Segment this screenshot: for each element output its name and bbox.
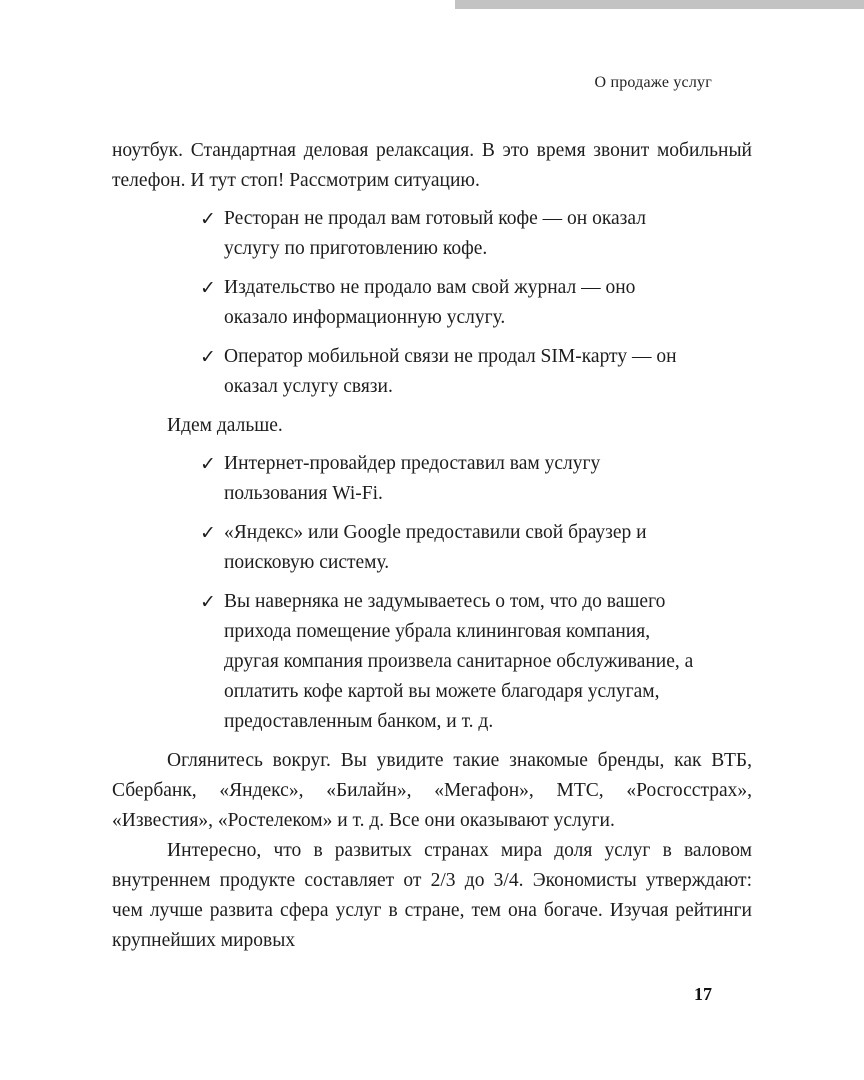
paragraph-interlude: Идем дальше. bbox=[167, 415, 283, 436]
list-item-text: Издательство не продало вам свой журнал — оно оказало информационную услугу. bbox=[224, 277, 636, 328]
checkmark-icon: ✓ bbox=[200, 208, 216, 230]
checkmark-icon: ✓ bbox=[200, 522, 216, 544]
paragraph-intro: ноутбук. Стандартная деловая релаксация. В это время звонит мобильный телефон. И тут стоп! Рассмотрим ситуацию. bbox=[112, 140, 752, 191]
list-item-text: Оператор мобильной связи не продал SIM-карту — он оказал услугу связи. bbox=[224, 346, 677, 397]
checkmark-icon: ✓ bbox=[200, 277, 216, 299]
page-content bbox=[112, 136, 752, 956]
list-item bbox=[200, 204, 700, 264]
list-item-text: Интернет-провайдер предоставил вам услугу пользования Wi-Fi. bbox=[224, 453, 601, 504]
list-item bbox=[200, 342, 700, 402]
list-item-text: Вы наверняка не задумываетесь о том, что до вашего прихода помещение убрала клининговая компания, другая компания произвела санитарное обслуживание, а оплатить кофе картой вы можете благодаря услугам, предоставленным банком, и т. д. bbox=[224, 591, 694, 732]
check-list-2 bbox=[200, 449, 700, 737]
checkmark-icon: ✓ bbox=[200, 346, 216, 368]
list-item bbox=[200, 273, 700, 333]
paragraph-economy: Интересно, что в развитых странах мира доля услуг в валовом внутреннем продукте составляет от 2/3 до 3/4. Экономисты утверждают: чем лучше развита сфера услуг в стране, тем она богаче. Изучая рейтинги крупнейших мировых bbox=[112, 840, 752, 951]
running-header: О продаже услуг bbox=[594, 74, 712, 91]
paragraph-brands: Оглянитесь вокруг. Вы увидите такие знакомые бренды, как ВТБ, Сбербанк, «Яндекс», «Билайн», «Мегафон», МТС, «Росгосстрах», «Известия», «Ростелеком» и т. д. Все они оказывают услуги. bbox=[112, 750, 752, 831]
list-item-text: «Яндекс» или Google предоставили свой браузер и поисковую систему. bbox=[224, 522, 647, 573]
checkmark-icon: ✓ bbox=[200, 453, 216, 475]
list-item bbox=[200, 449, 700, 509]
checkmark-icon: ✓ bbox=[200, 591, 216, 613]
page-number: 17 bbox=[694, 984, 712, 1004]
list-item-text: Ресторан не продал вам готовый кофе — он оказал услугу по приготовлению кофе. bbox=[224, 208, 646, 259]
top-decoration-bar bbox=[455, 0, 864, 9]
check-list-1 bbox=[200, 204, 700, 402]
list-item bbox=[200, 587, 700, 737]
list-item bbox=[200, 518, 700, 578]
